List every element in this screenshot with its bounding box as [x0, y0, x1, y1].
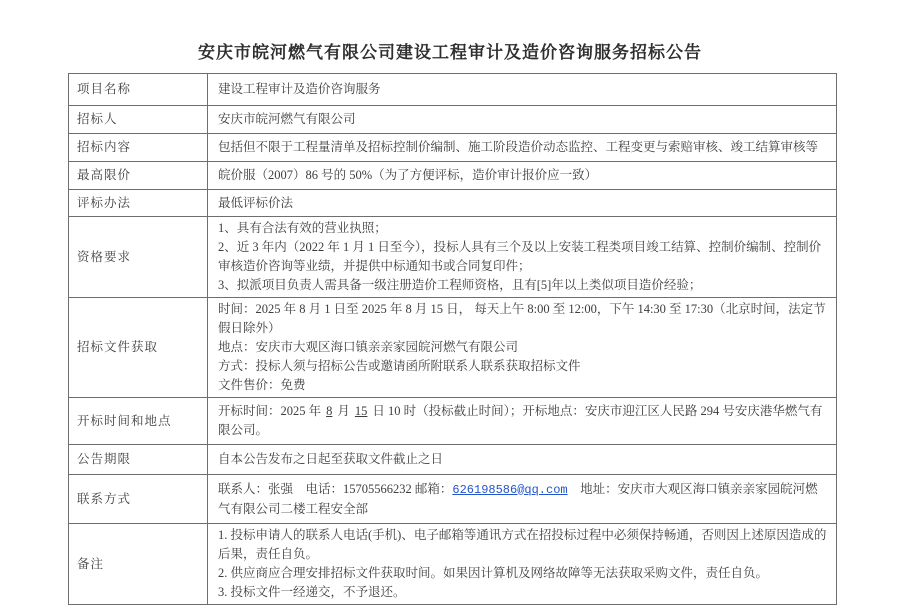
table-row-announcement-period	[69, 445, 837, 475]
table-row-tenderee	[69, 106, 837, 134]
row-value	[208, 298, 837, 398]
contact-address: 地址：安庆市大观区海口镇亲亲家园皖河燃气有限公司二楼工程安全部	[218, 481, 818, 516]
table-row-evaluation-method	[69, 190, 837, 217]
opening-text: 月	[337, 404, 350, 418]
tender-info-table	[68, 73, 837, 605]
row-label: 招标人	[69, 106, 208, 134]
row-value	[208, 398, 837, 445]
opening-text: 开标时间：2025 年	[218, 404, 322, 418]
row-value: 安庆市皖河燃气有限公司	[208, 106, 837, 134]
qualification-item: 1、具有合法有效的营业执照；	[218, 221, 387, 235]
table-row-remarks	[69, 524, 837, 605]
qualification-item: 2、近 3 年内（2022 年 1 月 1 日至今），投标人具有三个及以上安装工程类项目竣工结算、控制价编制、控制价审核造价咨询等业绩，并提供中标通知书或合同复印件；	[218, 240, 822, 273]
email-link[interactable]: 626198586@qq.com	[452, 482, 568, 497]
page-title: 安庆市皖河燃气有限公司建设工程审计及造价咨询服务招标公告	[198, 43, 702, 62]
row-value	[208, 475, 837, 524]
row-label: 联系方式	[69, 475, 208, 524]
row-value	[208, 217, 837, 298]
row-label: 评标办法	[69, 190, 208, 217]
row-value: 最低评标价法	[208, 190, 837, 217]
remark-item: 2. 供应商应合理安排招标文件获取时间。如果因计算机及网络故障等无法获取采购文件，责任自负。	[218, 566, 769, 580]
table-row-contact	[69, 475, 837, 524]
opening-text: 日 10 时（投标截止时间）；开标地点：安庆市迎江区人民路 294 号安庆港华燃气有限公司。	[218, 404, 823, 437]
remark-item: 3. 投标文件一经递交，不予退还。	[218, 585, 406, 599]
qualification-item: 3、拟派项目负责人需具备一级注册造价工程师资格，且有[5]年以上类似项目造价经验；	[218, 278, 702, 292]
acquisition-time: 时间：2025 年 8 月 1 日至 2025 年 8 月 15 日， 每天上午 8:00 至 12:00，下午 14:30 至 17:30（北京时间，法定节假日除外）	[218, 302, 826, 335]
table-row-project-name	[69, 74, 837, 106]
row-label: 招标文件获取	[69, 298, 208, 398]
row-value	[208, 524, 837, 605]
table-row-qualifications	[69, 217, 837, 298]
opening-month-underlined: 8	[326, 404, 333, 418]
remark-item: 1. 投标申请人的联系人电话(手机)、电子邮箱等通讯方式在招投标过程中必须保持畅通，否则因上述原因造成的后果，责任自负。	[218, 528, 827, 561]
row-value: 包括但不限于工程量清单及招标控制价编制、施工阶段造价动态监控、工程变更与索赔审核、竣工结算审核等	[208, 134, 837, 162]
acquisition-place: 地点：安庆市大观区海口镇亲亲家园皖河燃气有限公司	[218, 340, 519, 354]
row-value: 自本公告发布之日起至获取文件截止之日	[208, 445, 837, 475]
contact-text: 联系人：张强 电话：15705566232 邮箱：	[218, 481, 453, 496]
row-value: 皖价服（2007）86 号的 50%（为了方便评标，造价审计报价应一致）	[208, 162, 837, 190]
row-label: 资格要求	[69, 217, 208, 298]
row-label: 最高限价	[69, 162, 208, 190]
table-row-tender-content	[69, 134, 837, 162]
row-value: 建设工程审计及造价咨询服务	[208, 74, 837, 106]
row-label: 备注	[69, 524, 208, 605]
table-row-document-acquisition	[69, 298, 837, 398]
table-row-opening-time-place	[69, 398, 837, 445]
opening-day-underlined: 15	[354, 404, 368, 418]
table-row-max-price	[69, 162, 837, 190]
row-label: 招标内容	[69, 134, 208, 162]
acquisition-price: 文件售价：免费	[218, 378, 306, 392]
row-label: 项目名称	[69, 74, 208, 106]
row-label: 开标时间和地点	[69, 398, 208, 445]
row-label: 公告期限	[69, 445, 208, 475]
acquisition-method: 方式：投标人须与招标公告或邀请函所附联系人联系获取招标文件	[218, 359, 581, 373]
